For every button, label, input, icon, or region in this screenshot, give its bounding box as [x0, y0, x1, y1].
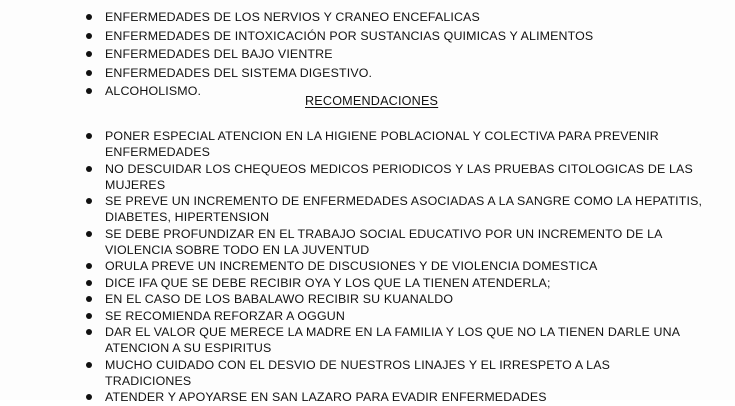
list-item-text: ALCOHOLISMO. — [105, 84, 202, 98]
section-heading: RECOMENDACIONES — [305, 94, 439, 108]
recommendation-line: EN EL CASO DE LOS BABALAWO RECIBIR SU KUANALDO — [105, 292, 454, 306]
list-item — [86, 8, 698, 27]
recommendation-item — [86, 226, 698, 258]
bullet-icon — [86, 70, 92, 76]
bullet-icon — [86, 362, 92, 368]
list-item-text: ENFERMEDADES DEL SISTEMA DIGESTIVO. — [105, 65, 373, 80]
recommendation-line: VIOLENCIA SOBRE TODO EN LA JUVENTUD — [105, 242, 370, 257]
recommendation-item — [86, 128, 698, 160]
bullet-icon — [86, 263, 92, 269]
recommendation-item — [86, 389, 698, 405]
recommendation-line: NO DESCUIDAR LOS CHEQUEOS MEDICOS PERIODICOS Y LAS PRUEBAS CITOLOGICAS DE LAS — [105, 161, 693, 176]
recommendation-line: ENFERMEDADES — [105, 145, 211, 159]
recommendation-line: DIABETES, HIPERTENSION — [105, 210, 270, 224]
bullet-icon — [86, 166, 92, 172]
recommendation-line: DAR EL VALOR QUE MERECE LA MADRE EN LA FAMILIA Y LOS QUE NO LA TIENEN DARLE UNA — [105, 325, 681, 339]
recommendation-line: MUCHO CUIDADO CON EL DESVIO DE NUESTROS LINAJES Y EL IRRESPETO A LAS — [105, 357, 611, 372]
recommendation-item — [86, 161, 698, 193]
recommendation-item — [86, 275, 698, 291]
bullet-icon — [86, 313, 92, 319]
recommendation-line: SE RECOMIENDA REFORZAR A OGGUN — [105, 308, 345, 323]
list-item — [86, 27, 698, 46]
disease-list — [86, 8, 698, 101]
recommendation-item — [86, 291, 698, 307]
bullet-icon — [86, 329, 92, 335]
recommendation-item — [86, 357, 698, 389]
bullet-icon — [86, 394, 92, 400]
list-item-text: ENFERMEDADES DE INTOXICACIÓN POR SUSTANCIAS QUIMICAS Y ALIMENTOS — [105, 28, 594, 43]
list-item — [86, 45, 698, 64]
recommendation-line: DICE IFA QUE SE DEBE RECIBIR OYA Y LOS QUE LA TIENEN ATENDERLA; — [105, 275, 551, 290]
recommendation-line: MUJERES — [105, 177, 166, 192]
recommendation-line: SE DEBE PROFUNDIZAR EN EL TRABAJO SOCIAL EDUCATIVO POR UN INCREMENTO DE LA — [105, 226, 663, 241]
list-item — [86, 64, 698, 83]
bullet-icon — [86, 280, 92, 286]
bullet-icon — [86, 88, 92, 94]
bullet-icon — [86, 231, 92, 237]
recommendation-item — [86, 258, 698, 274]
bullet-icon — [86, 296, 92, 302]
recommendation-line: ATENCION A SU ESPIRITUS — [105, 341, 272, 355]
bullet-icon — [86, 133, 92, 139]
recommendation-item — [86, 308, 698, 324]
recommendation-line: SE PREVE UN INCREMENTO DE ENFERMEDADES ASOCIADAS A LA SANGRE COMO LA HEPATITIS, — [105, 194, 703, 208]
recommendation-item — [86, 324, 698, 356]
recommendation-line: TRADICIONES — [105, 373, 192, 388]
list-item-text: ENFERMEDADES DEL BAJO VIENTRE — [105, 47, 333, 61]
bullet-icon — [86, 51, 92, 57]
recommendation-line: PONER ESPECIAL ATENCION EN LA HIGIENE POBLACIONAL Y COLECTIVA PARA PREVENIR — [105, 129, 659, 143]
bullet-icon — [86, 14, 92, 20]
recommendation-line: ATENDER Y APOYARSE EN SAN LAZARO PARA EVADIR ENFERMEDADES — [105, 390, 547, 404]
bullet-icon — [86, 33, 92, 39]
list-item-text: ENFERMEDADES DE LOS NERVIOS Y CRANEO ENCEFALICAS — [105, 10, 480, 24]
recommendation-line: ORULA PREVE UN INCREMENTO DE DISCUSIONES Y DE VIOLENCIA DOMESTICA — [105, 259, 598, 273]
recommendation-item — [86, 193, 703, 225]
recommendations-list — [86, 128, 703, 406]
bullet-icon — [86, 198, 92, 204]
